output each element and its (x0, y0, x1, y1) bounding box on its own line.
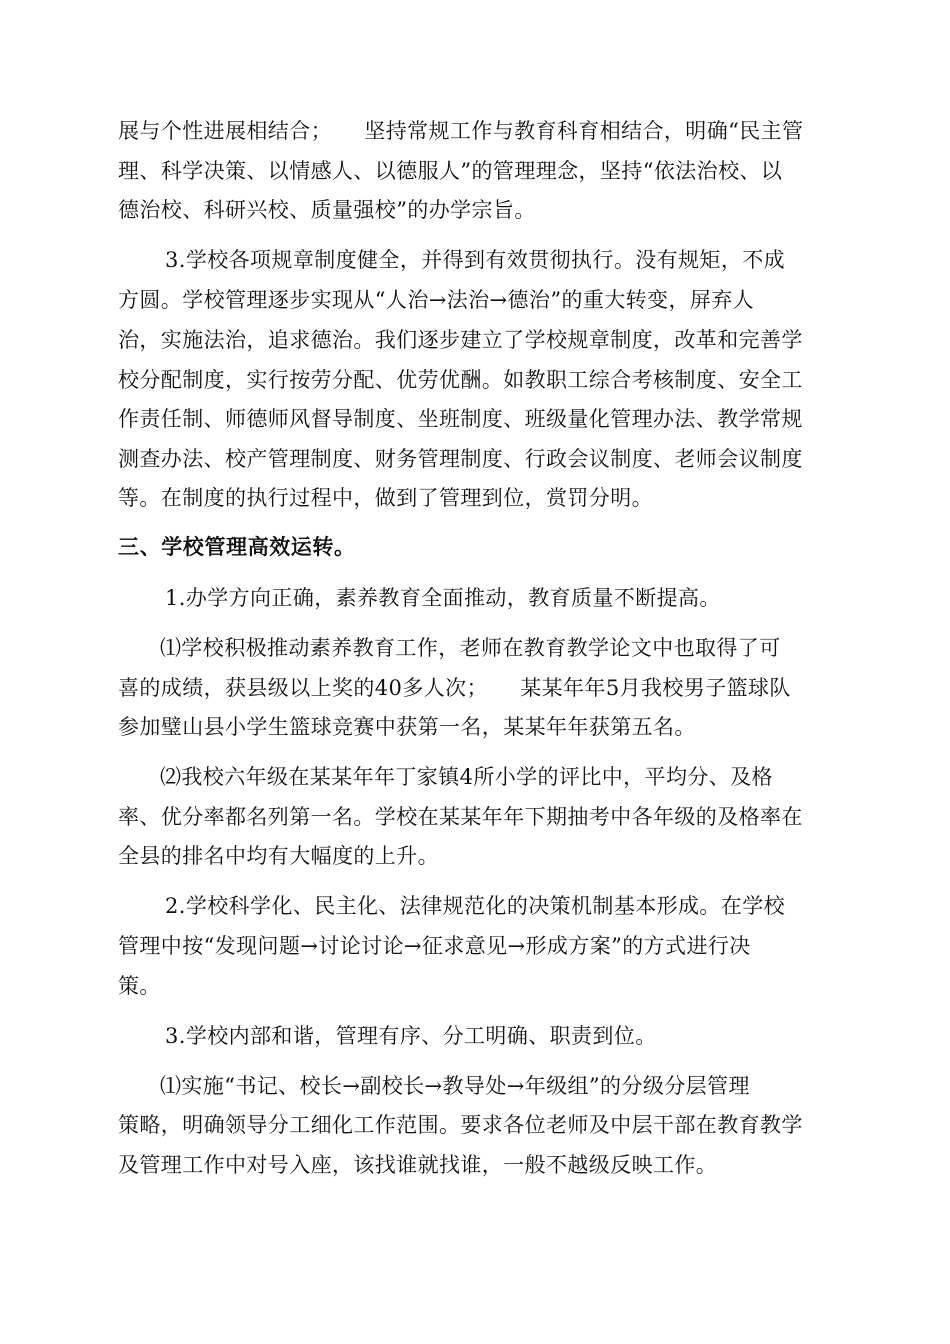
paragraph-line: 及管理工作中对号入座，该找谁就找谁，一般不越级反映工作。 (118, 1153, 718, 1177)
paragraph-line: 3.学校内部和谐，管理有序、分工明确、职责到位。 (165, 1024, 657, 1048)
paragraph-line: 等。在制度的执行过程中，做到了管理到位，赏罚分明。 (118, 486, 653, 510)
paragraph-line: 3.学校各项规章制度健全，并得到有效贯彻执行。没有规矩，不成 (165, 248, 786, 272)
paragraph-line: 管理中按“发现问题→讨论讨论→征求意见→形成方案”的方式进行决 (118, 934, 751, 958)
paragraph-line: 喜的成绩，获县级以上奖的40多人次； 某某年年5月我校男子篮球队 (118, 676, 791, 700)
paragraph-line: 展与个性进展相结合； 坚持常规工作与教育科育相结合，明确“民主管 (118, 119, 804, 143)
paragraph-line: 1.办学方向正确，素养教育全面推动，教育质量不断提高。 (165, 586, 721, 610)
paragraph-line: 全县的排名中均有大幅度的上升。 (118, 844, 439, 868)
paragraph-line: 治，实施法治，追求德治。我们逐步建立了学校规章制度，改革和完善学 (118, 328, 803, 352)
paragraph-line: 策。 (118, 974, 161, 998)
paragraph-line: 率、优分率都名列第一名。学校在某某年年下期抽考中各年级的及格率在 (118, 805, 803, 829)
paragraph-line: 策略，明确领导分工细化工作范围。要求各位老师及中层干部在教育教学 (118, 1113, 803, 1137)
paragraph-line: 参加璧山县小学生篮球竞赛中获第一名，某某年年获第五名。 (118, 715, 696, 739)
paragraph-line: 2.学校科学化、民主化、法律规范化的决策机制基本形成。在学校 (165, 894, 786, 918)
paragraph-line: ⑴学校积极推动素养教育工作，老师在教育教学论文中也取得了可 (160, 636, 781, 660)
paragraph-line: 测查办法、校产管理制度、财务管理制度、行政会议制度、老师会议制度 (118, 447, 803, 471)
paragraph-line: 理、科学决策、以情感人、以德服人”的管理理念，坚持“依法治校、以 (118, 159, 783, 183)
section-heading: 三、学校管理高效运转。 (118, 535, 356, 559)
paragraph-line: ⑵我校六年级在某某年年丁家镇4所小学的评比中，平均分、及格 (160, 765, 773, 789)
paragraph-line: 作责任制、师德师风督导制度、坐班制度、班级量化管理办法、教学常规 (118, 407, 803, 431)
paragraph-line: ⑴实施“书记、校长→副校长→教导处→年级组”的分级分层管理 (160, 1074, 750, 1098)
paragraph-line: 德治校、科研兴校、质量强校”的办学宗旨。 (118, 198, 536, 222)
paragraph-line: 方圆。学校管理逐步实现从“人治→法治→德治”的重大转变，屏弃人 (118, 288, 755, 312)
paragraph-line: 校分配制度，实行按劳分配、优劳优酬。如教职工综合考核制度、安全工 (118, 368, 803, 392)
